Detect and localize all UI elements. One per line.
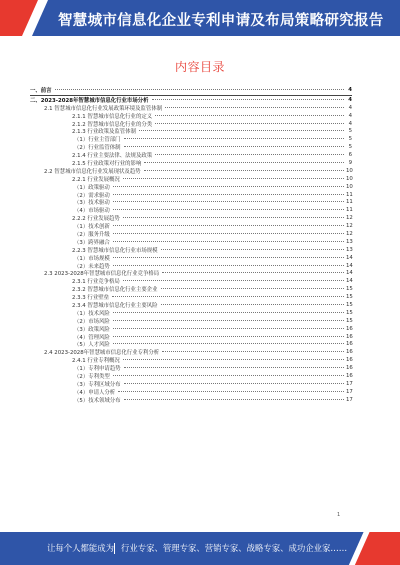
- page-number: 1: [337, 512, 341, 518]
- toc-page-number: 17: [346, 388, 353, 395]
- report-footer-banner: [0, 532, 400, 565]
- toc-page-number: 13: [346, 246, 353, 253]
- toc-entry-title: 一、前言: [30, 87, 52, 94]
- footer-slogan-left: 让每个人都能成为: [47, 543, 114, 553]
- toc-subsection-entry[interactable]: [30, 230, 352, 238]
- toc-dot-leader: [161, 288, 344, 289]
- toc-dot-leader: [155, 115, 344, 116]
- toc-entry-title: 二、2023-2028年智慧城市信息化行业市场分析: [30, 97, 149, 104]
- toc-dot-leader: [152, 99, 345, 100]
- toc-subsection-entry[interactable]: [30, 372, 352, 380]
- toc-page-number: 12: [346, 215, 353, 222]
- report-title: 智慧城市信息化企业专利申请及布局策略研究报告: [58, 13, 384, 29]
- toc-subsection-entry[interactable]: [30, 222, 352, 230]
- toc-subsection-entry[interactable]: [30, 333, 352, 341]
- toc-entry-title: 2.1.5 行业政策对行业的影响: [72, 160, 142, 167]
- toc-entry-title: 2.3.1 行业竞争格局: [72, 279, 120, 286]
- toc-dot-leader: [113, 233, 344, 234]
- toc-dot-leader: [113, 320, 344, 321]
- toc-subsection-entry[interactable]: [30, 175, 352, 183]
- toc-dot-leader: [113, 194, 344, 195]
- toc-page-number: 15: [346, 309, 353, 316]
- toc-page-number: 14: [346, 254, 353, 261]
- toc-subsection-entry[interactable]: [30, 238, 352, 246]
- toc-entry-title: 2.2.3 智慧城市信息化行业市场规模: [72, 247, 158, 254]
- toc-subsection-entry[interactable]: [30, 246, 352, 254]
- toc-page-number: 14: [346, 270, 353, 277]
- toc-page-number: 9: [348, 159, 352, 166]
- toc-entry-title: （3）政策风险: [74, 326, 110, 333]
- toc-chapter-entry[interactable]: [30, 95, 352, 104]
- toc-subsection-entry[interactable]: [30, 317, 352, 325]
- toc-dot-leader: [113, 241, 344, 242]
- toc-dot-leader: [161, 249, 344, 250]
- footer-divider: [114, 543, 115, 554]
- table-of-contents: [30, 86, 352, 404]
- toc-subsection-entry[interactable]: [30, 356, 352, 364]
- toc-subsection-entry[interactable]: [30, 341, 352, 349]
- toc-subsection-entry[interactable]: [30, 396, 352, 404]
- toc-entry-title: （5）人才风险: [74, 342, 110, 349]
- toc-subsection-entry[interactable]: [30, 183, 352, 191]
- toc-entry-title: 2.1.1 智慧城市信息化行业的定义: [72, 113, 153, 120]
- toc-page-number: 17: [346, 380, 353, 387]
- toc-subsection-entry[interactable]: [30, 380, 352, 388]
- toc-entry-title: （2）市场风险: [74, 318, 110, 325]
- toc-dot-leader: [113, 328, 344, 329]
- toc-entry-title: （1）市场规模: [74, 255, 110, 262]
- toc-dot-leader: [113, 257, 344, 258]
- toc-section-entry[interactable]: [30, 269, 352, 277]
- toc-page-number: 5: [348, 136, 352, 143]
- toc-page-number: 4: [348, 104, 352, 111]
- toc-dot-leader: [113, 336, 344, 337]
- toc-dot-leader: [165, 107, 344, 108]
- toc-dot-leader: [162, 272, 344, 273]
- toc-page-number: 4: [348, 96, 352, 103]
- toc-entry-title: （4）管理风险: [74, 334, 110, 341]
- toc-subsection-entry[interactable]: [30, 325, 352, 333]
- report-header-banner: [0, 0, 400, 36]
- toc-subsection-entry[interactable]: [30, 277, 352, 285]
- toc-page-number: 15: [346, 317, 353, 324]
- toc-dot-leader: [118, 391, 344, 392]
- toc-entry-title: 2.1.2 智慧城市信息化行业的分类: [72, 121, 153, 128]
- toc-dot-leader: [113, 186, 344, 187]
- toc-page-number: 12: [346, 223, 353, 230]
- toc-subsection-entry[interactable]: [30, 388, 352, 396]
- toc-section-entry[interactable]: [30, 348, 352, 356]
- toc-entry-title: 2.2.2 行业发展趋势: [72, 216, 120, 223]
- toc-subsection-entry[interactable]: [30, 206, 352, 214]
- toc-entry-title: （3）跨界融合: [74, 239, 110, 246]
- toc-dot-leader: [124, 383, 344, 384]
- toc-subsection-entry[interactable]: [30, 262, 352, 270]
- toc-entry-title: （1）政策驱动: [74, 184, 110, 191]
- toc-page-number: 4: [348, 120, 352, 127]
- toc-page-number: 5: [348, 144, 352, 151]
- toc-page-number: 16: [346, 341, 353, 348]
- toc-entry-title: 2.1 智慧城市信息化行业发展政策环境及监管体制: [44, 105, 163, 112]
- toc-entry-title: 2.3.3 行业壁垒: [72, 295, 109, 302]
- toc-page-number: 16: [346, 373, 353, 379]
- toc-subsection-entry[interactable]: [30, 127, 352, 135]
- toc-page-number: 16: [346, 365, 353, 372]
- toc-subsection-entry[interactable]: [30, 254, 352, 262]
- toc-page-number: 14: [346, 262, 353, 269]
- toc-section-entry[interactable]: [30, 167, 352, 175]
- toc-dot-leader: [139, 130, 344, 131]
- toc-subsection-entry[interactable]: [30, 159, 352, 167]
- toc-heading: 内容目录: [174, 60, 225, 74]
- toc-entry-title: （1）技术风险: [74, 310, 110, 317]
- toc-entry-title: （1）技术创新: [74, 224, 110, 231]
- toc-dot-leader: [112, 296, 344, 297]
- toc-entry-title: 2.3.2 智慧城市信息化行业主要企业: [72, 287, 158, 294]
- toc-subsection-entry[interactable]: [30, 120, 352, 128]
- toc-dot-leader: [124, 146, 344, 147]
- toc-subsection-entry[interactable]: [30, 301, 352, 309]
- toc-entry-title: （4）申请人分析: [74, 389, 116, 396]
- toc-entry-title: 2.3 2023-2028年智慧城市信息化行业竞争格局: [44, 271, 160, 278]
- toc-page-number: 11: [346, 199, 353, 206]
- toc-subsection-entry[interactable]: [30, 151, 352, 159]
- toc-entry-title: 2.3.4 智慧城市信息化行业主要风险: [72, 303, 158, 309]
- toc-entry-title: （4）市场驱动: [74, 208, 110, 215]
- toc-dot-leader: [55, 89, 344, 90]
- toc-entry-title: （1）行业主管部门: [74, 137, 121, 144]
- toc-subsection-entry[interactable]: [30, 112, 352, 120]
- toc-page-number: 10: [346, 167, 353, 174]
- toc-page-number: 5: [348, 128, 352, 135]
- toc-subsection-entry[interactable]: [30, 191, 352, 199]
- toc-dot-leader: [124, 138, 344, 139]
- toc-entry-title: （5）技术领域分布: [74, 397, 121, 404]
- toc-page-number: 15: [346, 301, 353, 308]
- toc-entry-title: 2.4.1 行业专利概况: [72, 358, 120, 365]
- toc-page-number: 11: [346, 207, 353, 214]
- toc-dot-leader: [124, 367, 344, 368]
- toc-dot-leader: [113, 265, 344, 266]
- toc-dot-leader: [123, 280, 344, 281]
- toc-dot-leader: [113, 201, 344, 202]
- toc-page-number: 10: [346, 175, 353, 182]
- toc-subsection-entry[interactable]: [30, 198, 352, 206]
- toc-subsection-entry[interactable]: [30, 309, 352, 317]
- toc-dot-leader: [161, 304, 344, 305]
- toc-page-number: 15: [346, 294, 353, 301]
- toc-entry-title: （1）专利申请趋势: [74, 366, 121, 373]
- toc-section-entry[interactable]: [30, 104, 352, 112]
- toc-dot-leader: [123, 178, 344, 179]
- toc-subsection-entry[interactable]: [30, 293, 352, 301]
- toc-subsection-entry[interactable]: [30, 214, 352, 222]
- toc-entry-title: 2.4 2023-2028年智慧城市信息化行业专利分析: [44, 350, 160, 357]
- toc-entry-title: （2）专利类型: [74, 374, 110, 381]
- toc-page-number: 11: [346, 191, 353, 198]
- toc-page-number: 10: [346, 183, 353, 190]
- toc-entry-title: （2）未来趋势: [74, 263, 110, 270]
- toc-dot-leader: [144, 170, 344, 171]
- toc-page-number: 4: [348, 112, 352, 119]
- toc-entry-title: （3）技术驱动: [74, 200, 110, 207]
- toc-page-number: 14: [346, 278, 353, 285]
- toc-entry-title: 2.2 智慧城市信息化行业发展现状及趋势: [44, 168, 141, 175]
- toc-dot-leader: [162, 351, 344, 352]
- toc-page-number: 15: [346, 286, 353, 293]
- toc-entry-title: 2.1.3 行业政策及监管体制: [72, 129, 136, 136]
- toc-chapter-entry[interactable]: [30, 86, 352, 94]
- toc-entry-title: （2）服务升级: [74, 231, 110, 238]
- toc-dot-leader: [155, 154, 344, 155]
- toc-entry-title: 2.1.4 行业主要法律、法规及政策: [72, 153, 153, 160]
- toc-page-number: 13: [346, 238, 353, 245]
- toc-dot-leader: [113, 209, 344, 210]
- toc-page-number: 12: [346, 230, 353, 237]
- toc-page-number: 6: [348, 152, 352, 159]
- toc-entry-title: （2）需求驱动: [74, 192, 110, 199]
- toc-subsection-entry[interactable]: [30, 143, 352, 151]
- toc-dot-leader: [113, 375, 344, 376]
- toc-dot-leader: [144, 162, 344, 163]
- toc-dot-leader: [123, 359, 344, 360]
- toc-entry-title: （3）专利区域分布: [74, 381, 121, 388]
- toc-subsection-entry[interactable]: [30, 285, 352, 293]
- toc-page-number: 16: [346, 333, 353, 340]
- toc-page-number: 16: [346, 325, 353, 332]
- toc-dot-leader: [123, 217, 344, 218]
- toc-entry-title: 2.2.1 行业发展概况: [72, 176, 120, 183]
- toc-page-number: 16: [346, 349, 353, 356]
- toc-dot-leader: [113, 343, 344, 344]
- toc-page-number: 16: [346, 357, 353, 364]
- toc-dot-leader: [155, 123, 344, 124]
- toc-dot-leader: [113, 312, 344, 313]
- toc-subsection-entry[interactable]: [30, 364, 352, 372]
- toc-dot-leader: [124, 399, 344, 400]
- footer-slogan-right: 行业专家、管理专家、营销专家、战略专家、成功企业家……: [121, 543, 348, 553]
- toc-entry-title: （2）行业监管体制: [74, 145, 121, 152]
- toc-page-number: 17: [346, 396, 353, 403]
- toc-page-number: 4: [348, 86, 352, 93]
- toc-subsection-entry[interactable]: [30, 135, 352, 143]
- toc-dot-leader: [113, 225, 344, 226]
